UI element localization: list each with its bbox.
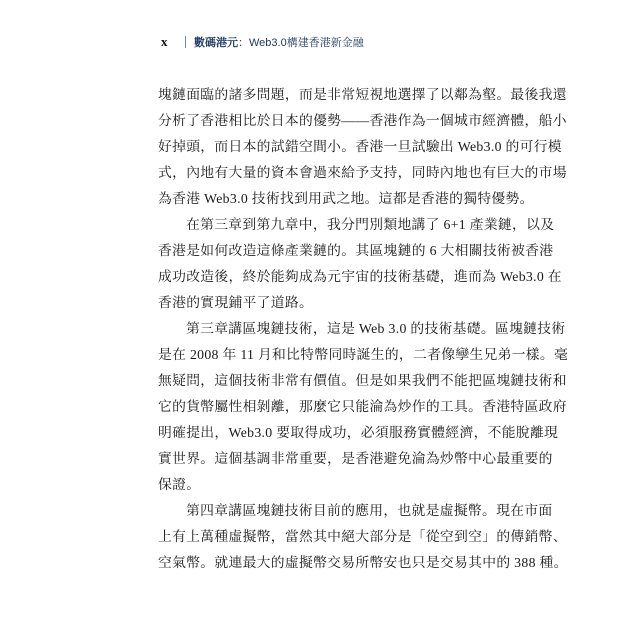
text-line: 香港的實現鋪平了道路。 xyxy=(158,295,314,310)
text-line: 好掉頭，而日本的試錯空間小。香港一旦試驗出 Web3.0 的可行模 xyxy=(158,139,562,154)
text-line: 為香港 Web3.0 技術找到用武之地。這都是香港的獨特優勢。 xyxy=(158,191,534,206)
text-line: 第四章講區塊鏈技術目前的應用，也就是虛擬幣。現在市面 xyxy=(186,503,553,518)
body-text xyxy=(158,82,569,576)
text-line: 成功改造後，終於能夠成為元宇宙的技術基礎，進而為 Web3.0 在 xyxy=(158,269,562,284)
text-line: 明確提出，Web3.0 要取得成功，必須服務實體經濟，不能脫離現 xyxy=(158,425,559,440)
text-line: 實世界。這個基調非常重要，是香港避免淪為炒幣中心最重要的 xyxy=(158,451,553,466)
text-line: 式，內地有大量的資本會過來給予支持，同時內地也有巨大的市場 xyxy=(158,165,567,180)
text-line: 分析了香港相比於日本的優勢——香港作為一個城市經濟體，船小 xyxy=(158,113,567,128)
running-header xyxy=(161,32,364,52)
text-line: 是在 2008 年 11 月和比特幣同時誕生的，二者像孿生兄弟一樣。毫 xyxy=(158,347,569,362)
book-subtitle: ：Web3.0構建香港新金融 xyxy=(238,37,364,49)
text-line: 它的貨幣屬性相剝離，那麼它只能淪為炒作的工具。香港特區政府 xyxy=(158,399,567,414)
text-line: 上有上萬種虛擬幣，當然其中絕大部分是「從空到空」的傳銷幣、 xyxy=(158,529,567,544)
header-divider xyxy=(185,36,186,48)
text-line: 空氣幣。就連最大的虛擬幣交易所幣安也只是交易其中的 388 種。 xyxy=(158,555,568,570)
text-line: 無疑問，這個技術非常有價值。但是如果我們不能把區塊鏈技術和 xyxy=(158,373,567,388)
text-line: 在第三章到第九章中，我分門別類地講了 6+1 產業鏈，以及 xyxy=(186,217,555,232)
text-line: 保證。 xyxy=(158,477,201,492)
page-number: x xyxy=(161,34,168,49)
text-line: 香港是如何改造這條產業鏈的。其區塊鏈的 6 大相關技術被香港 xyxy=(158,243,554,258)
paragraph xyxy=(158,82,567,212)
paragraph xyxy=(158,498,568,576)
paragraph xyxy=(158,212,562,316)
book-title: 數碼港元 xyxy=(194,37,238,49)
text-line: 第三章講區塊鏈技術，這是 Web 3.0 的技術基礎。區塊鏈技術 xyxy=(186,321,566,336)
paragraph xyxy=(158,316,569,498)
text-line: 塊鏈面臨的諸多問題，而是非常短視地選擇了以鄰為壑。最後我還 xyxy=(158,87,567,102)
